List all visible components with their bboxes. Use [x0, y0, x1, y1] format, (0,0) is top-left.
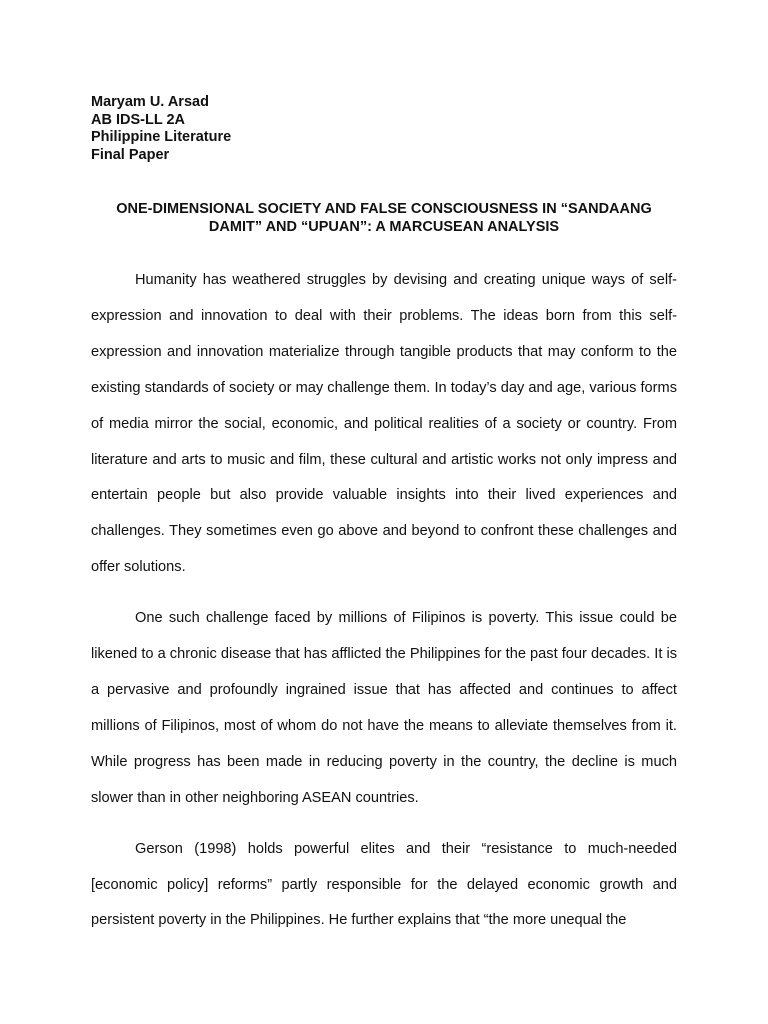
body-paragraph: One such challenge faced by millions of Filipinos is poverty. This issue could be likened to a chronic disease that has afflicted the Philippines for the past four decades. It is a pervasive and profoundly ingrained issue that has affected and continues to affect millions of Filipinos, most of whom do not have the means to alleviate themselves from it. While progress has been made in reducing poverty in the country, the decline is much slower than in other neighboring ASEAN countries. [91, 610, 677, 806]
paper-title: ONE-DIMENSIONAL SOCIETY AND FALSE CONSCIOUSNESS IN “SANDAANG DAMIT” AND “UPUAN”: A MARCUSEAN ANALYSIS [116, 201, 652, 235]
paper-header [91, 94, 231, 164]
document-type: Final Paper [91, 146, 170, 163]
body-paragraph: Gerson (1998) holds powerful elites and their “resistance to much-needed [economic policy] reforms” partly responsible for the delayed economic growth and persistent poverty in the Philippines. He further explains that “the more unequal the [91, 840, 677, 929]
course-name: Philippine Literature [91, 129, 232, 145]
program-section: AB IDS-LL 2A [91, 111, 185, 128]
body-paragraph: Humanity has weathered struggles by devising and creating unique ways of self-expression and innovation to deal with their problems. The ideas born from this self-expression and innovation materialize through tangible products that may conform to the existing standards of society or may challenge them. In today’s day and age, various forms of media mirror the social, economic, and political realities of a society or country. From literature and arts to music and film, these cultural and artistic works not only impress and entertain people but also provide valuable insights into their lived experiences and challenges. They sometimes even go above and beyond to confront these challenges and offer solutions. [91, 272, 677, 576]
author-name: Maryam U. Arsad [91, 94, 209, 110]
paper-body [91, 263, 677, 954]
